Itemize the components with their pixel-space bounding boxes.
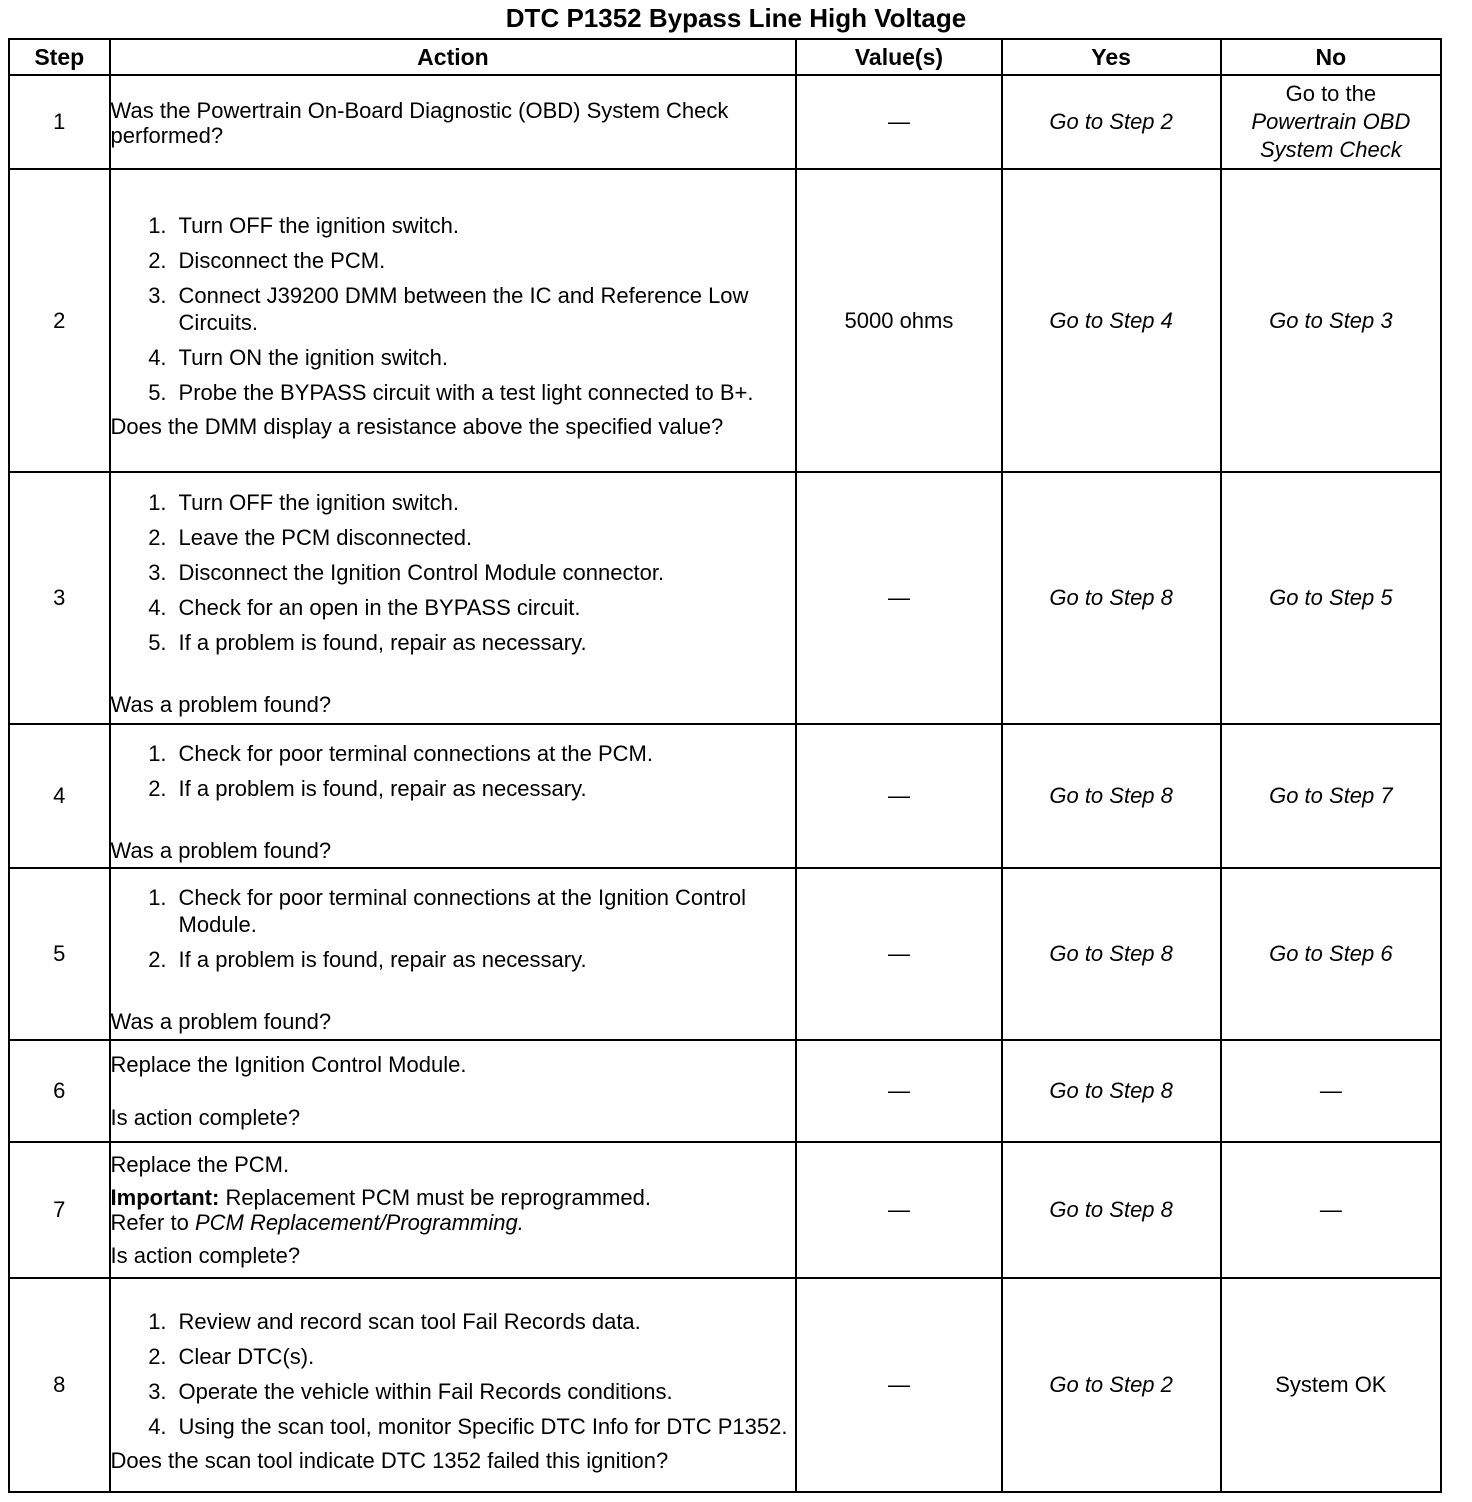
list-item: 2. If a problem is found, repair as necessary. (148, 775, 587, 801)
question-text: Was a problem found? (110, 1009, 332, 1034)
no-outcome-link: System Check (1259, 137, 1402, 162)
yes-outcome: Go to Step 2 (1002, 75, 1221, 169)
header-row (9, 39, 1441, 75)
no-outcome (1221, 75, 1441, 169)
question-text: Is action complete? (110, 1105, 301, 1130)
step-number: 1 (9, 75, 110, 169)
action-cell (110, 1142, 797, 1278)
header-step: Step (9, 39, 110, 75)
value-cell: — (796, 1040, 1001, 1142)
yes-outcome: Go to Step 8 (1002, 1040, 1221, 1142)
action-cell (110, 169, 797, 472)
step-number: 8 (9, 1278, 110, 1492)
important-label: Important: (110, 1185, 220, 1210)
table-row (9, 169, 1441, 472)
list-item: 2. Disconnect the PCM. (148, 248, 386, 273)
list-item: 2. Clear DTC(s). (148, 1343, 315, 1369)
step-number: 7 (9, 1142, 110, 1278)
action-cell (110, 75, 797, 169)
table-row (9, 472, 1441, 724)
no-outcome: Go to Step 6 (1221, 868, 1441, 1040)
list-item: 4. Turn ON the ignition switch. (148, 345, 448, 370)
no-outcome-link: Powertrain OBD (1251, 109, 1411, 134)
no-outcome: Go to Step 5 (1221, 472, 1441, 724)
list-item: 1. Check for poor terminal connections at the Ignition Control Module. (148, 885, 746, 937)
yes-outcome: Go to Step 8 (1002, 1142, 1221, 1278)
table-row (9, 724, 1441, 868)
list-item: 2. Leave the PCM disconnected. (148, 525, 473, 550)
value-cell: — (796, 724, 1001, 868)
list-item: 1. Turn OFF the ignition switch. (148, 213, 459, 238)
header-values: Value(s) (796, 39, 1001, 75)
refer-link: PCM Replacement/Programming. (194, 1210, 524, 1235)
yes-outcome: Go to Step 2 (1002, 1278, 1221, 1492)
no-outcome: — (1221, 1040, 1441, 1142)
diagnostic-table (8, 38, 1442, 1493)
question-text: Was a problem found? (110, 692, 332, 717)
procedure-list (111, 489, 796, 656)
step-number: 2 (9, 169, 110, 472)
procedure-list (111, 212, 796, 406)
list-item: 1. Check for poor terminal connections at the PCM. (148, 740, 653, 766)
instruction-text: Replace the Ignition Control Module. (110, 1052, 467, 1077)
list-item: 1. Review and record scan tool Fail Records data. (148, 1308, 641, 1334)
table-row (9, 75, 1441, 169)
yes-outcome: Go to Step 8 (1002, 868, 1221, 1040)
list-item: 1. Turn OFF the ignition switch. (148, 490, 459, 515)
step-number: 5 (9, 868, 110, 1040)
list-item: 3. Connect J39200 DMM between the IC and Reference Low Circuits. (148, 283, 749, 335)
action-cell (110, 868, 797, 1040)
question-text: Is action complete? (110, 1243, 301, 1268)
step-number: 4 (9, 724, 110, 868)
important-text: Replacement PCM must be reprogrammed. (225, 1185, 651, 1210)
list-item: 4. Check for an open in the BYPASS circuit. (148, 595, 581, 620)
table-row (9, 1142, 1441, 1278)
value-cell: 5000 ohms (796, 169, 1001, 472)
question-text: Does the scan tool indicate DTC 1352 failed this ignition? (110, 1447, 669, 1473)
page-title: DTC P1352 Bypass Line High Voltage (505, 3, 967, 33)
no-outcome: System OK (1221, 1278, 1441, 1492)
no-outcome: Go to Step 3 (1221, 169, 1441, 472)
list-item: 5. If a problem is found, repair as necessary. (148, 630, 587, 655)
value-cell: — (796, 75, 1001, 169)
action-cell (110, 472, 797, 724)
header-action: Action (110, 39, 797, 75)
list-item: 2. If a problem is found, repair as necessary. (148, 947, 587, 972)
value-cell: — (796, 1278, 1001, 1492)
procedure-list (111, 740, 796, 802)
value-cell: — (796, 868, 1001, 1040)
value-cell: — (796, 472, 1001, 724)
action-cell (110, 724, 797, 868)
step-number: 3 (9, 472, 110, 724)
action-cell (110, 1278, 797, 1492)
table-row (9, 1278, 1441, 1492)
list-item: 5. Probe the BYPASS circuit with a test light connected to B+. (148, 380, 754, 405)
yes-outcome: Go to Step 8 (1002, 472, 1221, 724)
list-item: 3. Operate the vehicle within Fail Records conditions. (148, 1378, 673, 1404)
step-number: 6 (9, 1040, 110, 1142)
no-outcome: — (1221, 1142, 1441, 1278)
no-outcome: Go to Step 7 (1221, 724, 1441, 868)
refer-note (111, 1210, 796, 1235)
yes-outcome: Go to Step 4 (1002, 169, 1221, 472)
procedure-list (111, 884, 796, 973)
table-row (9, 868, 1441, 1040)
no-outcome-line: Go to the (1285, 81, 1377, 106)
refer-prefix: Refer to (110, 1210, 189, 1235)
value-cell: — (796, 1142, 1001, 1278)
header-yes: Yes (1002, 39, 1221, 75)
question-text: Was a problem found? (110, 837, 332, 863)
action-cell (110, 1040, 797, 1142)
list-item: 3. Disconnect the Ignition Control Module connector. (148, 560, 665, 585)
instruction-text: Replace the PCM. (110, 1152, 290, 1177)
important-note (111, 1185, 796, 1210)
procedure-list (111, 1308, 796, 1440)
question-text: Was the Powertrain On-Board Diagnostic (OBD) System Check performed? (110, 98, 729, 148)
question-text: Does the DMM display a resistance above the specified value? (110, 414, 724, 439)
list-item: 4. Using the scan tool, monitor Specific DTC Info for DTC P1352. (148, 1413, 788, 1439)
yes-outcome: Go to Step 8 (1002, 724, 1221, 868)
header-no: No (1221, 39, 1441, 75)
table-row (9, 1040, 1441, 1142)
